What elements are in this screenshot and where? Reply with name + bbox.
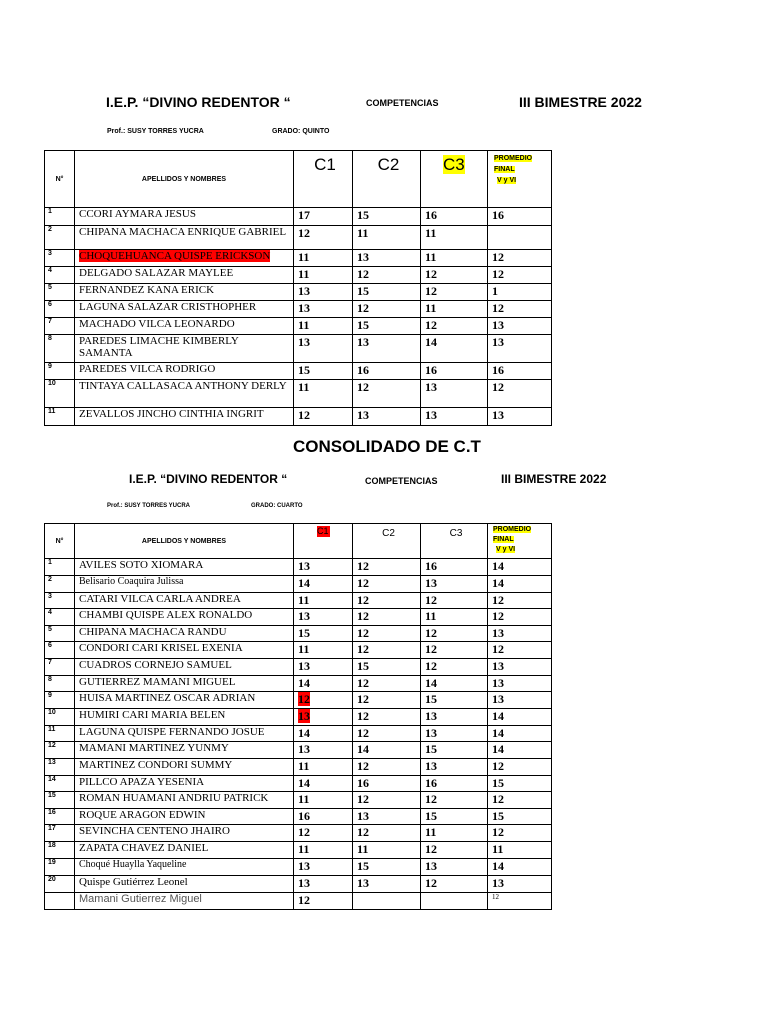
student-name: Quispe Gutiérrez Leonel — [75, 876, 294, 893]
prof-label-2: Prof.: SUSY TORRES YUCRA — [107, 503, 191, 509]
grade-c1: 13 — [294, 284, 353, 301]
row-number — [45, 893, 75, 910]
row-number: 10 — [45, 380, 75, 408]
grade-c1: 13 — [294, 335, 353, 363]
grade-c3: 11 — [421, 609, 488, 626]
grade-promedio: 11 — [488, 842, 552, 859]
row-number: 8 — [45, 676, 75, 692]
grade-promedio: 12 — [488, 609, 552, 626]
bimestre-label-1: III BIMESTRE 2022 — [519, 94, 642, 110]
grade-c1: 13 — [294, 742, 353, 759]
row-number: 9 — [45, 692, 75, 709]
c1-red-mark: C1 — [317, 526, 329, 536]
grade-c2 — [353, 893, 421, 910]
grade-promedio: 12 — [488, 301, 552, 318]
grade-c1: 13 — [294, 876, 353, 893]
grade-c2: 12 — [353, 726, 421, 742]
grade-promedio: 12 — [488, 642, 552, 659]
row-number: 10 — [45, 709, 75, 726]
col-header-n: N° — [45, 151, 75, 208]
grade-promedio: 15 — [488, 809, 552, 825]
grade-c2: 12 — [353, 301, 421, 318]
grade-c1: 11 — [294, 267, 353, 284]
grade-promedio: 12 — [488, 267, 552, 284]
row-number: 5 — [45, 284, 75, 301]
table-row — [45, 363, 552, 380]
student-name: CONDORI CARI KRISEL EXENIA — [75, 642, 294, 659]
col-header-promedio: PROMEDIO FINAL V y VI — [488, 524, 552, 559]
grades-table-1 — [44, 150, 552, 426]
grade-c1: 16 — [294, 809, 353, 825]
row-number: 2 — [45, 576, 75, 593]
table-row — [45, 776, 552, 792]
row-number: 17 — [45, 825, 75, 842]
grade-c3: 13 — [421, 726, 488, 742]
table-row — [45, 876, 552, 893]
grade-c1: 13 — [294, 859, 353, 876]
grade-c2: 13 — [353, 876, 421, 893]
grade-c2: 13 — [353, 408, 421, 426]
grade-c1: 12 — [294, 408, 353, 426]
student-name: Belisario Coaquira Julissa — [75, 576, 294, 593]
grade-c2: 12 — [353, 609, 421, 626]
table-row — [45, 626, 552, 642]
grade-promedio: 12 — [488, 792, 552, 809]
grade-c3: 12 — [421, 792, 488, 809]
grade-c1: 11 — [294, 842, 353, 859]
row-number: 18 — [45, 842, 75, 859]
grade-c1: 11 — [294, 759, 353, 776]
table-row — [45, 380, 552, 408]
grade-c1: 11 — [294, 380, 353, 408]
student-name: PILLCO APAZA YESENIA — [75, 776, 294, 792]
grade-c1: 11 — [294, 318, 353, 335]
grade-c2: 15 — [353, 208, 421, 226]
row-number: 11 — [45, 408, 75, 426]
grade-c3: 13 — [421, 759, 488, 776]
student-name: HUISA MARTINEZ OSCAR ADRIAN — [75, 692, 294, 709]
table-header-row — [45, 151, 552, 208]
student-name: MAMANI MARTINEZ YUNMY — [75, 742, 294, 759]
grade-c2: 12 — [353, 380, 421, 408]
student-name — [75, 250, 294, 267]
grade-c1: 14 — [294, 576, 353, 593]
student-name: CUADROS CORNEJO SAMUEL — [75, 659, 294, 676]
col-header-promedio: PROMEDIO FINAL V y VI — [488, 151, 552, 208]
grade-c2: 12 — [353, 676, 421, 692]
grade-c2: 12 — [353, 267, 421, 284]
student-name: GUTIERREZ MAMANI MIGUEL — [75, 676, 294, 692]
grado-label-1: GRADO: QUINTO — [272, 128, 330, 135]
grade-c3: 12 — [421, 267, 488, 284]
grade-promedio: 13 — [488, 659, 552, 676]
student-name: Mamani Gutierrez Miguel — [75, 893, 294, 910]
table-row — [45, 692, 552, 709]
grade-c1 — [294, 709, 353, 726]
student-name: AVILES SOTO XIOMARA — [75, 559, 294, 576]
grade-c1: 13 — [294, 301, 353, 318]
grade-c1 — [294, 692, 353, 709]
row-number: 14 — [45, 776, 75, 792]
grade-promedio: 14 — [488, 709, 552, 726]
grade-c2: 12 — [353, 642, 421, 659]
grade-c2: 15 — [353, 318, 421, 335]
grade-c2: 12 — [353, 792, 421, 809]
row-number: 3 — [45, 593, 75, 609]
row-number: 19 — [45, 859, 75, 876]
grade-c1: 13 — [294, 609, 353, 626]
table-row — [45, 335, 552, 363]
grade-c3: 12 — [421, 284, 488, 301]
table-row — [45, 676, 552, 692]
col-header-c2: C2 — [353, 151, 421, 208]
table-row — [45, 742, 552, 759]
col-header-c3: C3 — [421, 524, 488, 559]
grade-c3: 11 — [421, 301, 488, 318]
student-name: ROMAN HUAMANI ANDRIU PATRICK — [75, 792, 294, 809]
student-name: Choqué Huaylla Yaqueline — [75, 859, 294, 876]
table-row — [45, 842, 552, 859]
grade-promedio: 13 — [488, 408, 552, 426]
grade-c3: 13 — [421, 408, 488, 426]
grade-c3: 12 — [421, 318, 488, 335]
grade-c3: 16 — [421, 363, 488, 380]
student-name: SEVINCHA CENTENO JHAIRO — [75, 825, 294, 842]
col-header-n: N° — [45, 524, 75, 559]
table-row — [45, 318, 552, 335]
row-number: 4 — [45, 267, 75, 284]
grade-promedio: 13 — [488, 318, 552, 335]
grade-c3: 16 — [421, 208, 488, 226]
grade-c1: 15 — [294, 626, 353, 642]
grade-c3: 16 — [421, 776, 488, 792]
grade-c2: 12 — [353, 759, 421, 776]
grade-c3: 14 — [421, 335, 488, 363]
col-header-c2: C2 — [353, 524, 421, 559]
grade-c1: 11 — [294, 642, 353, 659]
grade-c2: 12 — [353, 709, 421, 726]
grade-promedio: 16 — [488, 363, 552, 380]
student-name: DELGADO SALAZAR MAYLEE — [75, 267, 294, 284]
col-header-nombres: APELLIDOS Y NOMBRES — [75, 524, 294, 559]
grade-c2: 15 — [353, 859, 421, 876]
grade-c2: 13 — [353, 250, 421, 267]
grade-c2: 12 — [353, 692, 421, 709]
bimestre-label-2: III BIMESTRE 2022 — [501, 472, 607, 486]
grade-highlight: 12 — [298, 692, 310, 706]
grade-c2: 14 — [353, 742, 421, 759]
student-name: MACHADO VILCA LEONARDO — [75, 318, 294, 335]
row-number: 12 — [45, 742, 75, 759]
table-row — [45, 408, 552, 426]
grade-promedio: 14 — [488, 576, 552, 593]
prof-label-1: Prof.: SUSY TORRES YUCRA — [107, 128, 204, 135]
grade-c3: 12 — [421, 659, 488, 676]
student-name-highlight: CHOQUEHUANCA QUISPE ERICKSON — [79, 250, 271, 262]
grades-table-2 — [44, 523, 552, 910]
table-row — [45, 301, 552, 318]
student-name: MARTINEZ CONDORI SUMMY — [75, 759, 294, 776]
grade-c1: 12 — [294, 226, 353, 250]
grade-promedio: 14 — [488, 859, 552, 876]
grade-c3: 12 — [421, 626, 488, 642]
table-body-1 — [45, 208, 552, 426]
grade-c3: 16 — [421, 559, 488, 576]
student-name: LAGUNA QUISPE FERNANDO JOSUE — [75, 726, 294, 742]
grade-promedio: 14 — [488, 559, 552, 576]
grade-c3: 15 — [421, 809, 488, 825]
grade-promedio: 12 — [488, 380, 552, 408]
grade-c1: 17 — [294, 208, 353, 226]
grade-c1: 13 — [294, 659, 353, 676]
grade-c3: 13 — [421, 576, 488, 593]
grade-c3: 11 — [421, 825, 488, 842]
table-row — [45, 250, 552, 267]
grade-c2: 12 — [353, 626, 421, 642]
grade-c3: 12 — [421, 842, 488, 859]
grado-label-2: GRADO: CUARTO — [251, 503, 303, 509]
grade-c1: 14 — [294, 776, 353, 792]
student-name: ROQUE ARAGON EDWIN — [75, 809, 294, 825]
grade-promedio: 13 — [488, 876, 552, 893]
grade-promedio — [488, 226, 552, 250]
grade-c1: 12 — [294, 825, 353, 842]
row-number: 6 — [45, 642, 75, 659]
student-name: LAGUNA SALAZAR CRISTHOPHER — [75, 301, 294, 318]
student-name: PAREDES VILCA RODRIGO — [75, 363, 294, 380]
grade-c2: 12 — [353, 593, 421, 609]
grade-c2: 12 — [353, 576, 421, 593]
row-number: 11 — [45, 726, 75, 742]
grade-c1: 15 — [294, 363, 353, 380]
student-name: ZEVALLOS JINCHO CINTHIA INGRIT — [75, 408, 294, 426]
col-header-c1 — [294, 524, 353, 559]
row-number: 5 — [45, 626, 75, 642]
grade-c2: 16 — [353, 363, 421, 380]
grade-c3: 15 — [421, 742, 488, 759]
grade-promedio: 12 — [488, 250, 552, 267]
grade-c1: 14 — [294, 726, 353, 742]
student-name: TINTAYA CALLASACA ANTHONY DERLY — [75, 380, 294, 408]
student-name: CCORI AYMARA JESUS — [75, 208, 294, 226]
table-header-row — [45, 524, 552, 559]
table-row — [45, 759, 552, 776]
table-row — [45, 825, 552, 842]
grade-c1: 11 — [294, 250, 353, 267]
table-row — [45, 576, 552, 593]
grade-c2: 15 — [353, 284, 421, 301]
grade-c3: 12 — [421, 593, 488, 609]
table-row — [45, 609, 552, 626]
row-number: 20 — [45, 876, 75, 893]
grade-c3: 12 — [421, 876, 488, 893]
student-name: CHIPANA MACHACA ENRIQUE GABRIEL — [75, 226, 294, 250]
grade-c1: 11 — [294, 593, 353, 609]
c3-highlight: C3 — [443, 155, 465, 174]
table-row — [45, 284, 552, 301]
grade-c2: 12 — [353, 825, 421, 842]
grade-c3: 12 — [421, 642, 488, 659]
competencias-label-2: COMPETENCIAS — [365, 476, 438, 486]
row-number: 16 — [45, 809, 75, 825]
table-row — [45, 659, 552, 676]
grade-c3: 13 — [421, 380, 488, 408]
grade-c3 — [421, 893, 488, 910]
row-number: 1 — [45, 208, 75, 226]
grade-promedio: 13 — [488, 676, 552, 692]
grade-promedio: 13 — [488, 692, 552, 709]
competencias-label-1: COMPETENCIAS — [366, 98, 439, 108]
row-number: 2 — [45, 226, 75, 250]
grade-c3: 13 — [421, 859, 488, 876]
table-row — [45, 709, 552, 726]
grade-c2: 11 — [353, 842, 421, 859]
grade-c3: 11 — [421, 250, 488, 267]
grade-promedio: 12 — [488, 893, 552, 910]
school-title-2: I.E.P. “DIVINO REDENTOR “ — [129, 472, 288, 486]
table-row — [45, 809, 552, 825]
col-header-nombres: APELLIDOS Y NOMBRES — [75, 151, 294, 208]
row-number: 6 — [45, 301, 75, 318]
grade-c3: 11 — [421, 226, 488, 250]
row-number: 9 — [45, 363, 75, 380]
row-number: 4 — [45, 609, 75, 626]
col-header-c3 — [421, 151, 488, 208]
row-number: 8 — [45, 335, 75, 363]
grade-c1: 13 — [294, 559, 353, 576]
grade-promedio: 12 — [488, 759, 552, 776]
student-name: ZAPATA CHAVEZ DANIEL — [75, 842, 294, 859]
grade-c3: 13 — [421, 709, 488, 726]
student-name: PAREDES LIMACHE KIMBERLY SAMANTA — [75, 335, 294, 363]
grade-promedio: 1 — [488, 284, 552, 301]
grade-promedio: 14 — [488, 726, 552, 742]
grade-c3: 14 — [421, 676, 488, 692]
grade-c2: 13 — [353, 809, 421, 825]
grade-c1: 11 — [294, 792, 353, 809]
grade-promedio: 12 — [488, 825, 552, 842]
table-row — [45, 893, 552, 910]
table-row — [45, 792, 552, 809]
student-name: HUMIRI CARI MARIA BELEN — [75, 709, 294, 726]
table-row — [45, 226, 552, 250]
table-row — [45, 267, 552, 284]
row-number: 7 — [45, 318, 75, 335]
grade-c1: 12 — [294, 893, 353, 910]
school-title-1: I.E.P. “DIVINO REDENTOR “ — [106, 94, 291, 110]
student-name: CHAMBI QUISPE ALEX RONALDO — [75, 609, 294, 626]
grade-promedio: 13 — [488, 335, 552, 363]
table-row — [45, 208, 552, 226]
table-body-2 — [45, 559, 552, 910]
student-name: FERNANDEZ KANA ERICK — [75, 284, 294, 301]
grade-c3: 15 — [421, 692, 488, 709]
grade-highlight: 13 — [298, 709, 310, 723]
consolidado-title: CONSOLIDADO DE C.T — [293, 437, 481, 456]
row-number: 13 — [45, 759, 75, 776]
row-number: 15 — [45, 792, 75, 809]
grade-c2: 12 — [353, 559, 421, 576]
table-row — [45, 559, 552, 576]
grade-c2: 15 — [353, 659, 421, 676]
grade-promedio: 15 — [488, 776, 552, 792]
table-row — [45, 859, 552, 876]
row-number: 7 — [45, 659, 75, 676]
table-row — [45, 726, 552, 742]
grade-c1: 14 — [294, 676, 353, 692]
grade-promedio: 12 — [488, 593, 552, 609]
row-number: 1 — [45, 559, 75, 576]
col-header-c1: C1 — [294, 151, 353, 208]
grade-promedio: 14 — [488, 742, 552, 759]
grade-c2: 16 — [353, 776, 421, 792]
student-name: CHIPANA MACHACA RANDU — [75, 626, 294, 642]
table-row — [45, 593, 552, 609]
row-number: 3 — [45, 250, 75, 267]
grade-c2: 13 — [353, 335, 421, 363]
grade-c2: 11 — [353, 226, 421, 250]
grade-promedio: 16 — [488, 208, 552, 226]
grade-promedio: 13 — [488, 626, 552, 642]
student-name: CATARI VILCA CARLA ANDREA — [75, 593, 294, 609]
table-row — [45, 642, 552, 659]
